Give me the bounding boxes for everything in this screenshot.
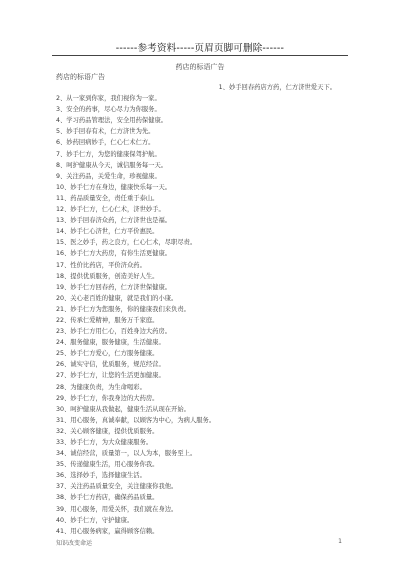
slogan-item: 8、呵护健康从今天，诚信服务每一天。 <box>56 161 168 169</box>
slogan-item: 36、选择妙手，选择健康生活。 <box>56 472 146 480</box>
page-number: 1 <box>338 538 342 545</box>
slogan-item: 35、传递健康生活，用心服务你我。 <box>56 461 159 469</box>
slogan-item: 29、妙手仁方，你我身边的大药房。 <box>56 394 159 402</box>
slogan-item: 6、妙药回病妙手，仁心仁术仁方。 <box>56 139 155 147</box>
slogan-item: 15、医之妙手，药之良方，仁心仁术，尽职尽责。 <box>56 239 197 247</box>
slogan-item: 12、妙手仁方，仁心仁术，济世妙手。 <box>56 206 165 214</box>
slogan-item: 31、用心服务，真诚奉献，以顾客为中心，为病人服务。 <box>56 416 216 424</box>
slogan-item: 32、关心顾客健康，提供优质服务。 <box>56 427 159 435</box>
slogan-item: 7、妙手仁方，为您的健康保驾护航。 <box>56 150 161 158</box>
slogan-item: 1、妙手回春药店方药，仁方济世爱天下。 <box>218 84 336 91</box>
slogan-item: 19、妙手仁方回春药，仁方济世保健康。 <box>56 283 172 291</box>
slogan-item: 24、服务健康，服务健康，生活健康。 <box>56 339 165 347</box>
slogan-item: 27、妙手仁方，让您的生活更加健康。 <box>56 372 165 380</box>
slogan-item: 37、关注药品质量安全，关注健康你我他。 <box>56 483 178 491</box>
slogan-item: 3、安全的药事，尽心尽力为你服务。 <box>56 106 161 114</box>
slogan-list <box>56 82 356 537</box>
slogan-item: 18、提供优质服务，创造美好人生。 <box>56 272 159 280</box>
slogan-item: 38、妙手仁方药店，确保药品质量。 <box>56 494 159 502</box>
footer-text: 知识改变命运 <box>56 540 93 547</box>
slogan-item: 11、药品质量安全，责任重于泰山。 <box>56 194 159 202</box>
slogan-item: 20、关心老百姓的健康，就是我们的小康。 <box>56 294 178 302</box>
slogan-item: 30、呵护健康从我做起，健康生活从现在开始。 <box>56 405 190 413</box>
document-title: 药店的标语广告 <box>175 63 225 71</box>
slogan-item: 26、诚实守信，优质服务，规范经营。 <box>56 361 165 369</box>
slogan-item: 4、学习药品管理法，安全用药保健康。 <box>56 117 168 125</box>
slogan-item: 34、诚信经营，质量第一，以人为本，服务至上。 <box>56 450 197 458</box>
slogan-item: 23、妙手仁方用仁心，百姓身边大药房。 <box>56 328 172 336</box>
slogan-item: 39、用心服务，用爱关怀，我们就在身边。 <box>56 505 178 513</box>
slogan-item: 9、关注药品，关爱生命，珍视健康。 <box>56 172 161 180</box>
slogan-item: 2、从一家到你家，我们视你为一家。 <box>56 95 161 103</box>
slogan-item: 41、用心服务病家，赢得顾客信赖。 <box>56 527 159 535</box>
slogan-item: 13、妙手回春济众药，仁方济世也是福。 <box>56 217 172 225</box>
slogan-item: 5、妙手回春有术，仁方济世为先。 <box>56 128 155 136</box>
slogan-item: 14、妙手仁心济世，仁方平价惠民。 <box>56 228 159 236</box>
header-divider <box>52 55 348 56</box>
slogan-item: 28、为健康负责，为生命喝彩。 <box>56 383 146 391</box>
slogan-item: 40、妙手仁方，守护健康。 <box>56 516 134 524</box>
slogan-item: 25、妙手仁方爱心，仁方服务健康。 <box>56 350 159 358</box>
slogan-item: 17、性价比药店，平价济众药。 <box>56 261 146 269</box>
slogan-item: 33、妙手仁方，为大众健康服务。 <box>56 439 153 446</box>
document-subtitle: 药店的标语广告 <box>56 73 105 81</box>
slogan-item: 16、妙手仁方大药房，有你生活更健康。 <box>56 250 172 258</box>
slogan-item: 22、传承仁爱精神，服务万千家庭。 <box>56 316 159 324</box>
slogan-item: 21、妙手仁方为您服务，你的健康我们来负责。 <box>56 305 190 313</box>
header-note: ------参考资料-----页眉页脚可删除------ <box>115 43 285 54</box>
slogan-item: 10、妙手仁方在身边，健康快乐每一天。 <box>56 183 172 191</box>
